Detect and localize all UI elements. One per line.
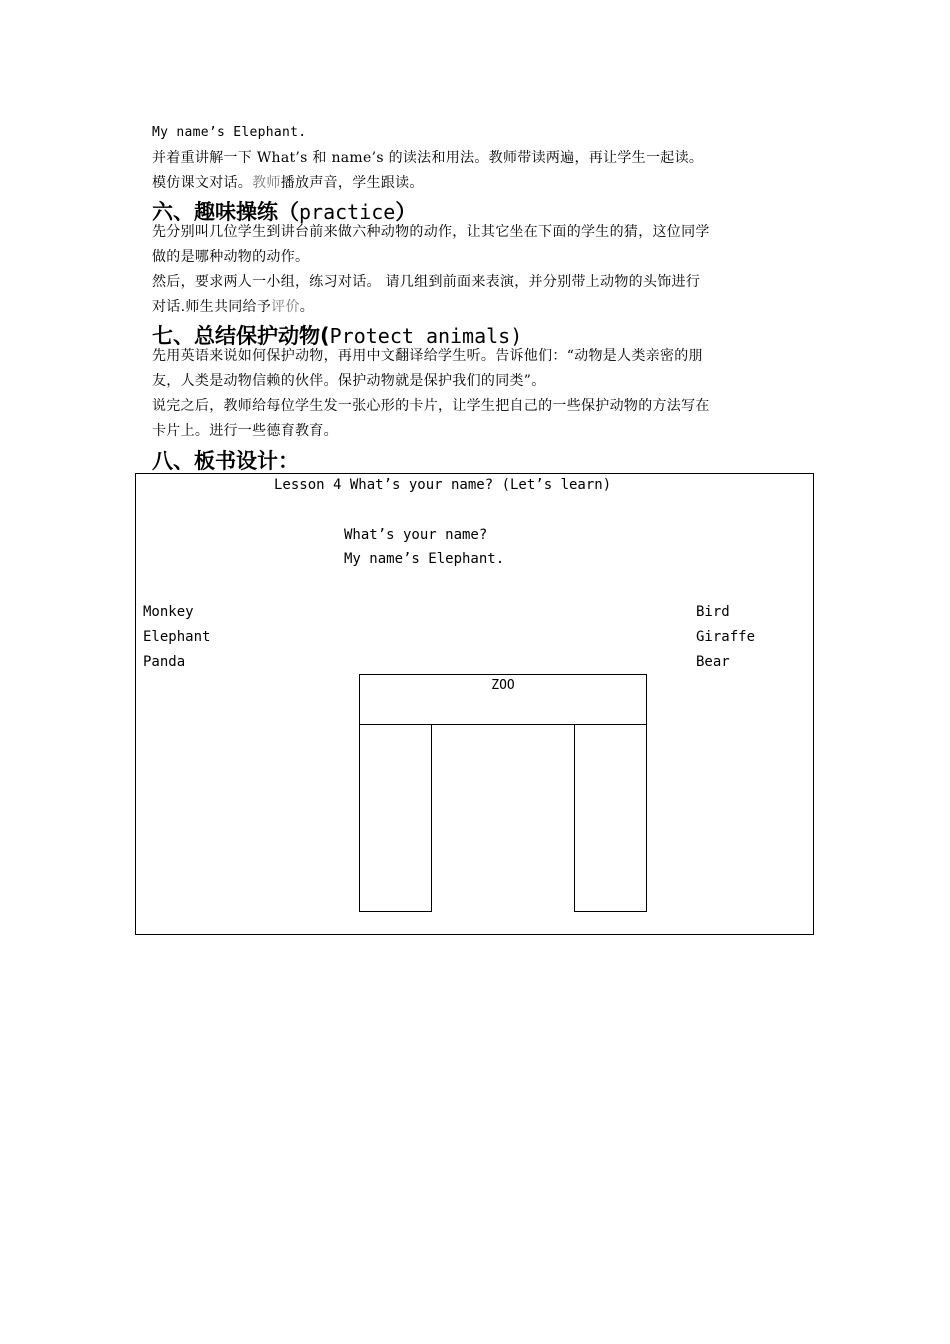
zoo-gate-left-pillar — [359, 724, 432, 912]
section-6-para-3: 然后，要求两人一小组，练习对话。 请几组到前面来表演，并分别带上动物的头饰进行 — [152, 274, 701, 290]
section-7-para-1: 先用英语来说如何保护动物，再用中文翻译给学生听。告诉他们：“动物是人类亲密的朋 — [152, 348, 703, 364]
zoo-gate-top — [359, 674, 647, 725]
board-right-animal-3: Bear — [696, 654, 730, 670]
section-6-title-latin: practice — [299, 200, 396, 224]
section-8-title: 八、板书设计： — [152, 449, 299, 473]
board-answer: My name’s Elephant. — [344, 551, 505, 567]
section-6-para-2: 做的是哪种动物的动作。 — [152, 249, 310, 265]
section-6-para-4-evaluate: 评价 — [271, 299, 300, 315]
board-question: What’s your name? — [344, 527, 488, 543]
board-title: Lesson 4 What’s your name? (Let’s learn) — [274, 477, 612, 493]
section-7-para-3: 说完之后，教师给每位学生发一张心形的卡片，让学生把自己的一些保护动物的方法写在 — [152, 398, 710, 414]
section-7-para-4: 卡片上。进行一些德育教育。 — [152, 423, 338, 439]
section-6-para-4-a: 对话.师生共同给予 — [152, 299, 272, 315]
section-6-title-text: 六、趣味操练（ — [152, 200, 299, 224]
section-6-title-end: ） — [395, 200, 417, 224]
section-7-title-latin: Protect animals — [329, 324, 511, 348]
section-7-title-end: ) — [510, 324, 523, 348]
section-7-para-2: 友，人类是动物信赖的伙伴。保护动物就是保护我们的同类”。 — [152, 373, 546, 389]
zoo-label: ZOO — [491, 678, 515, 693]
section-6-para-4-c: 。 — [299, 299, 315, 315]
section-6-para-4 — [152, 297, 314, 317]
intro-line-2: 并着重讲解一下 What’s 和 name’s 的读法和用法。教师带读两遍，再让学生一起读。 — [152, 150, 704, 166]
blackboard-design — [135, 473, 814, 935]
intro-line-3-c: 播放声音，学生跟读。 — [280, 175, 424, 191]
section-7-title-text: 七、总结保护动物( — [152, 324, 330, 348]
section-6-para-1: 先分别叫几位学生到讲台前来做六种动物的动作，让其它坐在下面的学生的猜，这位同学 — [152, 224, 710, 240]
board-left-animal-3: Panda — [143, 654, 186, 670]
zoo-gate-right-pillar — [574, 724, 647, 912]
board-left-animal-1: Monkey — [143, 604, 194, 620]
board-right-animal-2: Giraffe — [696, 629, 756, 645]
intro-line-1: My name’s Elephant. — [152, 125, 307, 140]
board-left-animal-2: Elephant — [143, 629, 211, 645]
intro-line-3-a: 模仿课文对话。 — [152, 175, 253, 191]
intro-line-3-teacher: 教师 — [252, 175, 281, 191]
intro-line-3 — [152, 173, 424, 193]
board-right-animal-1: Bird — [696, 604, 730, 620]
